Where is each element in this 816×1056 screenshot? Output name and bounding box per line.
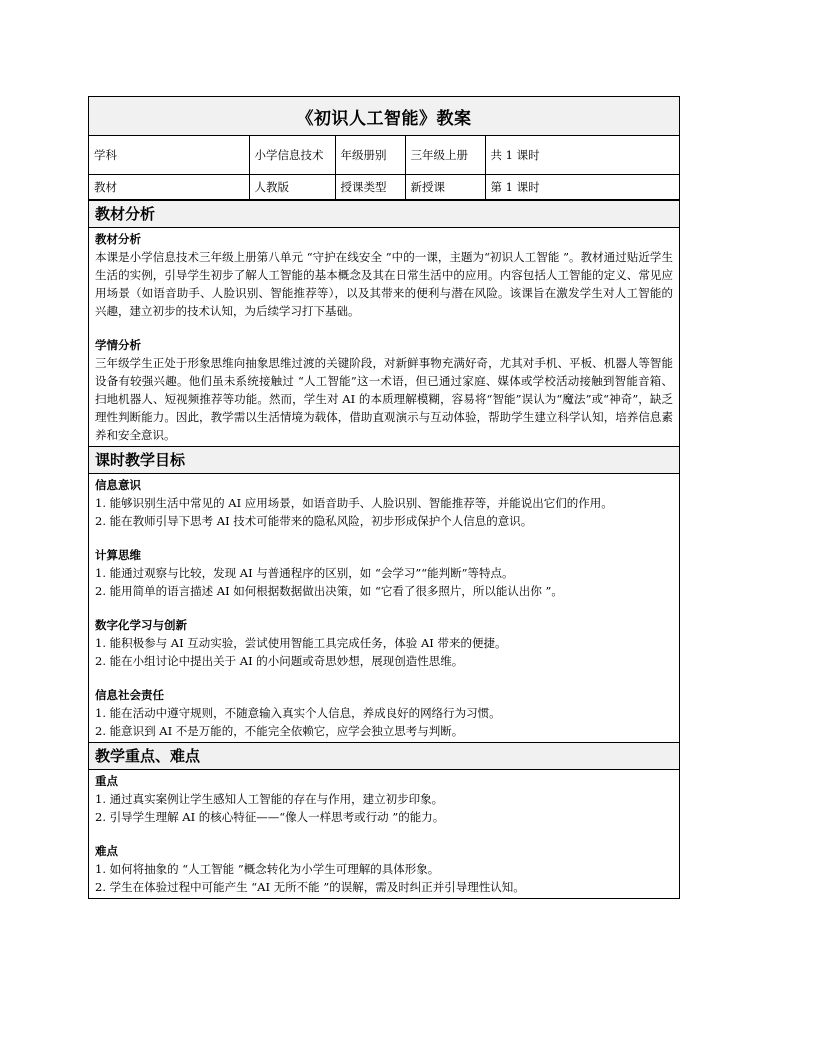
keypoint-item: 2. 引导学生理解 AI 的核心特征——“像人一样思考或行动 ”的能力。	[95, 810, 445, 824]
material-analysis-title: 教材分析	[95, 232, 141, 246]
lesson-type-label: 授课类型	[335, 175, 405, 200]
subject-value: 小学信息技术	[249, 136, 335, 175]
keypoint-item: 1. 通过真实案例让学生感知人工智能的存在与作用，建立初步印象。	[95, 792, 444, 806]
goal-group-title: 信息意识	[95, 478, 141, 492]
goal-item: 2. 能用简单的语言描述 AI 如何根据数据做出决策，如 “它看了很多照片，所以能认出你 ”。	[95, 584, 563, 598]
goal-item: 2. 能在小组讨论中提出关于 AI 的小问题或奇思妙想，展现创造性思维。	[95, 654, 464, 668]
difficulty-item: 2. 学生在体验过程中可能产生 “AI 无所不能 ”的误解，需及时纠正并引导理性认知。	[95, 880, 525, 894]
goal-group-title: 信息社会责任	[95, 688, 164, 702]
goals-section	[89, 446, 679, 742]
textbook-value: 人教版	[249, 175, 335, 200]
goal-item: 2. 能在教师引导下思考 AI 技术可能带来的隐私风险，初步形成保护个人信息的意识。	[95, 514, 533, 528]
goal-group-title: 数字化学习与创新	[95, 618, 187, 632]
lesson-plan-document	[88, 96, 680, 899]
analysis-body	[89, 228, 679, 446]
course-info-row	[89, 136, 679, 175]
goal-item: 1. 能在活动中遵守规则，不随意输入真实个人信息，养成良好的网络行为习惯。	[95, 706, 501, 720]
total-hours: 共 1 课时	[485, 136, 679, 175]
difficulty-item: 1. 如何将抽象的 “人工智能 ”概念转化为小学生可理解的具体形象。	[95, 862, 440, 876]
analysis-heading: 教材分析	[89, 201, 679, 228]
goals-body	[89, 474, 679, 742]
document-title: 《初识人工智能》教案	[89, 97, 679, 136]
keypoints-body	[89, 770, 679, 898]
learner-analysis-text: 三年级学生正处于形象思维向抽象思维过渡的关键阶段，对新鲜事物充满好奇，尤其对手机、平板、机器人等智能设备有较强兴趣。他们虽未系统接触过 “人工智能”这一术语，但已通过家庭、媒体或学校活动接触到智能音箱、扫地机器人、短视频推荐等功能。然而，学生对 AI 的本质理解模糊，容易将“智能”误认为“魔法”或“神奇”，缺乏理性判断能力。因此，教学需以生活情境为载体，借助直观演示与互动体验，帮助学生建立科学认知，培养信息素养和安全意识。	[95, 356, 673, 442]
subject-label: 学科	[89, 136, 249, 175]
goal-item: 1. 能积极参与 AI 互动实验，尝试使用智能工具完成任务，体验 AI 带来的便捷。	[95, 636, 507, 650]
goal-item: 2. 能意识到 AI 不是万能的，不能完全依赖它，应学会独立思考与判断。	[95, 724, 464, 738]
analysis-section	[89, 200, 679, 446]
keypoint-group-title: 重点	[95, 774, 118, 788]
difficulty-group-title: 难点	[95, 844, 118, 858]
grade-label: 年级册别	[335, 136, 405, 175]
goal-group-title: 计算思维	[95, 548, 141, 562]
course-info-table	[89, 136, 679, 200]
material-analysis-text: 本课是小学信息技术三年级上册第八单元 “守护在线安全 ”中的一课，主题为“初识人工智能 ”。教材通过贴近学生生活的实例，引导学生初步了解人工智能的基本概念及其在日常生活中的应用。内容包括人工智能的定义、常见应用场景（如语音助手、人脸识别、智能推荐等），以及其带来的便利与潜在风险。该课旨在激发学生对人工智能的兴趣，建立初步的技术认知，为后续学习打下基础。	[95, 250, 673, 318]
goal-item: 1. 能够识别生活中常见的 AI 应用场景，如语音助手、人脸识别、智能推荐等，并能说出它们的作用。	[95, 496, 613, 510]
learner-analysis-title: 学情分析	[95, 338, 141, 352]
lesson-type-value: 新授课	[405, 175, 485, 200]
keypoints-section	[89, 742, 679, 898]
keypoints-heading: 教学重点、难点	[89, 743, 679, 770]
grade-value: 三年级上册	[405, 136, 485, 175]
current-hour: 第 1 课时	[485, 175, 679, 200]
goal-item: 1. 能通过观察与比较，发现 AI 与普通程序的区别，如 “会学习”“能判断”等特点。	[95, 566, 514, 580]
course-info-row	[89, 175, 679, 200]
textbook-label: 教材	[89, 175, 249, 200]
goals-heading: 课时教学目标	[89, 447, 679, 474]
